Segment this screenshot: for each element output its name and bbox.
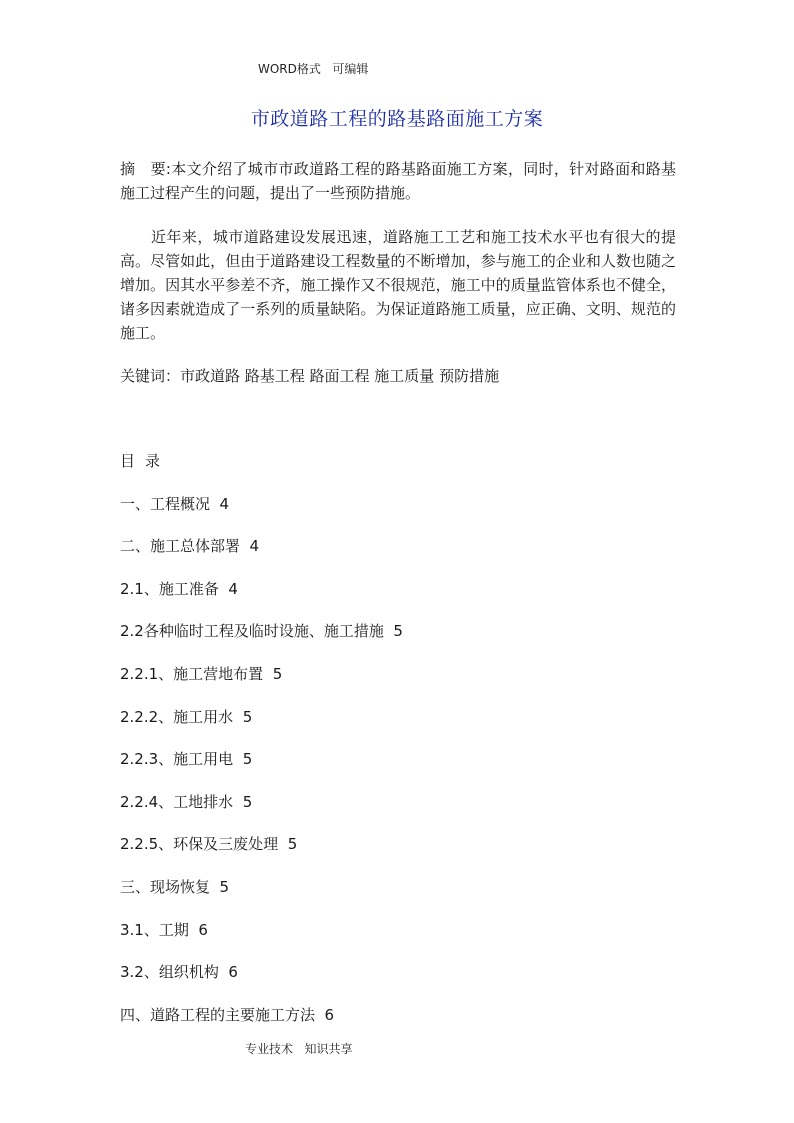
toc-title: 目录 (120, 452, 171, 470)
toc-item: 二、施工总体部署 4 (120, 537, 260, 555)
toc-item: 2.1、施工准备 4 (120, 580, 238, 598)
toc-item: 2.2.5、环保及三废处理 5 (120, 835, 298, 853)
document-title: 市政道路工程的路基路面施工方案 (250, 108, 544, 130)
toc-item: 2.2.2、施工用水 5 (120, 708, 253, 726)
intro-paragraph: 近年来，城市道路建设发展迅速，道路施工工艺和施工技术水平也有很大的提高。尽管如此，但由于道路建设工程数量的不断增加，参与施工的企业和人数也随之增加。因其水平参差不齐，施工操作又不很规范，施工中的质量监管体系也不健全，诸多因素就造成了一系列的质量缺陷。为保证道路施工质量，应正确、文明、规范的施工。 (120, 228, 676, 342)
page-footer: 专业技术 知识共享 (245, 1042, 353, 1056)
page-header: WORD格式 可编辑 (258, 62, 369, 76)
toc-item: 3.1、工期 6 (120, 921, 208, 939)
toc-item: 2.2各种临时工程及临时设施、施工措施 5 (120, 622, 403, 640)
toc-item: 三、现场恢复 5 (120, 878, 230, 896)
toc-item: 3.2、组织机构 6 (120, 963, 238, 981)
toc-item: 一、工程概况 4 (120, 495, 230, 513)
toc-item: 2.2.1、施工营地布置 5 (120, 665, 283, 683)
toc-item: 2.2.3、施工用电 5 (120, 750, 253, 768)
toc-item: 2.2.4、工地排水 5 (120, 793, 253, 811)
keywords-line: 关键词：市政道路 路基工程 路面工程 施工质量 预防措施 (120, 367, 500, 385)
toc-item: 四、道路工程的主要施工方法 6 (120, 1006, 335, 1024)
abstract-paragraph: 摘 要:本文介绍了城市市政道路工程的路基路面施工方案，同时，针对路面和路基施工过程产生的问题，提出了一些预防措施。 (120, 160, 676, 202)
